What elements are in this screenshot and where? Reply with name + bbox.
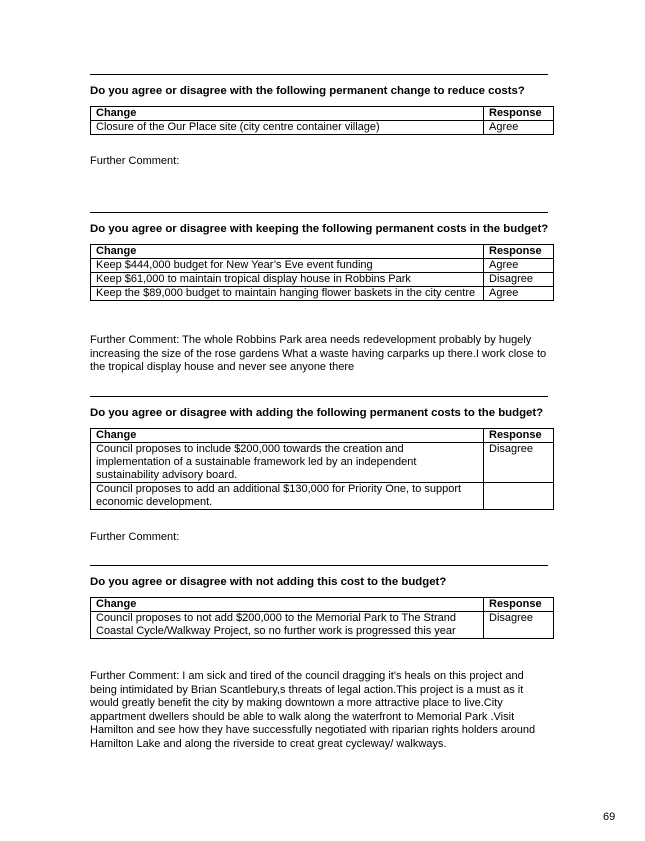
section-divider — [90, 565, 548, 566]
column-header-change: Change — [91, 245, 484, 259]
change-cell: Council proposes to include $200,000 towards the creation and implementation of a sustainable framework led by an independent sustainability advisory board. — [91, 443, 484, 483]
response-cell — [484, 483, 554, 510]
column-header-response: Response — [484, 598, 554, 612]
table-header-row — [91, 429, 554, 443]
further-comment: Further Comment: — [90, 531, 180, 543]
table-row — [91, 273, 554, 287]
section-divider — [90, 212, 548, 213]
response-cell: Agree — [484, 259, 554, 273]
column-header-response: Response — [484, 429, 554, 443]
change-cell: Council proposes to not add $200,000 to the Memorial Park to The Strand Coastal Cycle/Walkway Project, so no further work is progressed this year — [91, 612, 484, 639]
response-cell: Disagree — [484, 612, 554, 639]
response-cell: Agree — [484, 287, 554, 301]
table-header-row — [91, 107, 554, 121]
table-header-row — [91, 245, 554, 259]
section-question: Do you agree or disagree with not adding this cost to the budget? — [90, 576, 447, 588]
table-row — [91, 259, 554, 273]
column-header-response: Response — [484, 107, 554, 121]
further-comment: Further Comment: I am sick and tired of the council dragging it's heals on this project and being intimidated by Brian Scantlebury,s threats of legal action.This project is a must as it would greatly benefit the city by making downtown a more attractive place to live.City appartment dwellers should be able to walk along the waterfront to Memorial Park .Visit Hamilton and see how they have successfully negotiated with riparian rights holders around Hamilton Lake and along the riverside to creat great cycleway/ walkways. — [90, 670, 536, 750]
column-header-change: Change — [91, 429, 484, 443]
change-cell: Council proposes to add an additional $130,000 for Priority One, to support economic development. — [91, 483, 484, 510]
table-row — [91, 287, 554, 301]
section-question: Do you agree or disagree with adding the following permanent costs to the budget? — [90, 407, 544, 419]
section-question: Do you agree or disagree with keeping the following permanent costs in the budget? — [90, 223, 549, 235]
change-cell: Closure of the Our Place site (city centre container village) — [91, 121, 484, 135]
column-header-change: Change — [91, 598, 484, 612]
table-row — [91, 612, 554, 639]
further-comment: Further Comment: — [90, 155, 180, 167]
column-header-change: Change — [91, 107, 484, 121]
section-divider — [90, 74, 548, 75]
response-table — [90, 244, 554, 301]
change-cell: Keep $61,000 to maintain tropical display house in Robbins Park — [91, 273, 484, 287]
column-header-response: Response — [484, 245, 554, 259]
change-cell: Keep $444,000 budget for New Year’s Eve event funding — [91, 259, 484, 273]
response-table — [90, 106, 554, 135]
table-header-row — [91, 598, 554, 612]
response-cell: Disagree — [484, 443, 554, 483]
table-row — [91, 121, 554, 135]
section-divider — [90, 396, 548, 397]
table-row — [91, 443, 554, 483]
page-number: 69 — [603, 811, 616, 823]
response-table — [90, 597, 554, 639]
section-question: Do you agree or disagree with the following permanent change to reduce costs? — [90, 85, 525, 97]
response-cell: Disagree — [484, 273, 554, 287]
response-cell: Agree — [484, 121, 554, 135]
table-row — [91, 483, 554, 510]
response-table — [90, 428, 554, 510]
further-comment: Further Comment: The whole Robbins Park area needs redevelopment probably by hugely increasing the size of the rose gardens What a waste having carparks up there.I work close to the tropical display house and never see anyone there — [90, 334, 547, 373]
change-cell: Keep the $89,000 budget to maintain hanging flower baskets in the city centre — [91, 287, 484, 301]
